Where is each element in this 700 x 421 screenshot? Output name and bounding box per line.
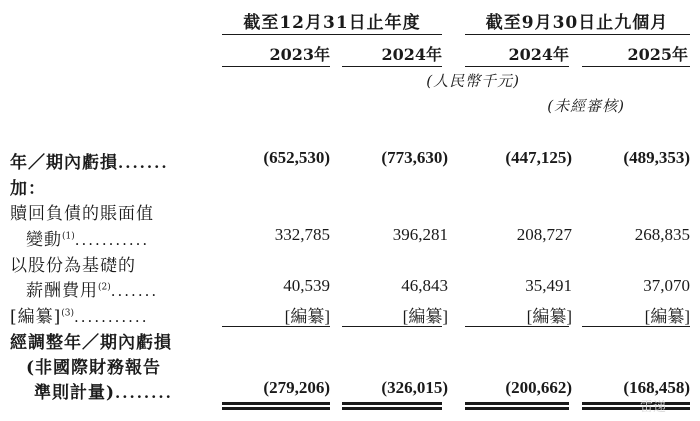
subtotal-rule-4 bbox=[582, 326, 690, 327]
row-share-based-label-line1: 以股份為基礎的 bbox=[10, 256, 136, 276]
row-redemption-footnote: (1) bbox=[62, 231, 75, 242]
row-redemption-value-2024-9m: 208,727 bbox=[516, 225, 572, 244]
row-redemption-label-line1: 贖回負債的賬面值 bbox=[10, 204, 154, 224]
row-redemption-value-2023: 332,785 bbox=[274, 225, 330, 244]
year-header-2: 2024年 bbox=[381, 45, 442, 64]
row-adjusted-label-line1: 經調整年／期內虧損 bbox=[10, 333, 172, 353]
row-redemption-label-text: 變動 bbox=[26, 230, 62, 250]
row-adjusted-label-line2: (非國際財務報告 bbox=[26, 358, 162, 378]
row-loss-value-2024: (773,630) bbox=[381, 148, 448, 167]
row-loss-value-2025-9m: (489,353) bbox=[623, 148, 690, 167]
row-redacted-value-2023: [編纂] bbox=[284, 307, 330, 326]
row-redemption-value-2024: 396,281 bbox=[392, 225, 448, 244]
year-header-3: 2024年 bbox=[508, 45, 569, 64]
total-double-rule-4 bbox=[582, 402, 690, 410]
subtotal-rule-1 bbox=[222, 326, 330, 327]
header-nine-months-group: 截至9月30日止九個月 bbox=[485, 13, 669, 33]
row-loss-label-text: 年／期內虧損 bbox=[10, 153, 118, 173]
row-redemption-dots: ........... bbox=[74, 231, 150, 249]
row-share-based-value-2024-9m: 35,491 bbox=[525, 276, 572, 295]
row-share-based-value-2023: 40,539 bbox=[283, 276, 330, 295]
row-loss-dots: ....... bbox=[118, 154, 169, 172]
row-redacted-footnote: (3) bbox=[61, 308, 75, 319]
subtotal-rule-3 bbox=[465, 326, 569, 327]
total-double-rule-3 bbox=[465, 402, 569, 410]
row-loss-label bbox=[10, 148, 169, 173]
row-redacted-value-2024-9m: [編纂] bbox=[526, 307, 572, 326]
row-loss-value-2024-9m: (447,125) bbox=[505, 148, 572, 167]
header-full-year-group: 截至12月31日止年度 bbox=[243, 13, 421, 33]
row-share-based-footnote: (2) bbox=[98, 282, 111, 293]
total-double-rule-1 bbox=[222, 402, 330, 410]
row-share-based-label-text: 薪酬費用 bbox=[26, 281, 98, 301]
row-loss-value-2023: (652,530) bbox=[263, 148, 330, 167]
row-adjusted-label-text: 準則計量) bbox=[34, 383, 116, 403]
row-adjusted-value-2025-9m: (168,458) bbox=[623, 378, 690, 397]
row-redacted-dots: ........... bbox=[74, 308, 149, 326]
row-adjusted-label-line3 bbox=[34, 378, 173, 403]
subtotal-rule-2 bbox=[342, 326, 442, 327]
row-adjusted-value-2024-9m: (200,662) bbox=[505, 378, 572, 397]
row-share-based-value-2025-9m: 37,070 bbox=[643, 276, 690, 295]
row-redacted-value-2024: [編纂] bbox=[402, 307, 448, 326]
row-redemption-label-line2 bbox=[26, 225, 149, 250]
currency-note: (人民幣千元) bbox=[426, 72, 520, 90]
row-redemption-value-2025-9m: 268,835 bbox=[634, 225, 690, 244]
watermark-text: 雷递 bbox=[640, 400, 667, 415]
row-redacted-value-2025-9m: [編纂] bbox=[644, 307, 690, 326]
year-rule-4 bbox=[582, 66, 690, 67]
header-rule-full-year bbox=[222, 34, 442, 35]
row-adjusted-dots: ........ bbox=[115, 384, 173, 402]
year-rule-3 bbox=[465, 66, 569, 67]
row-add-label: 加： bbox=[10, 179, 46, 199]
year-rule-2 bbox=[342, 66, 442, 67]
row-adjusted-value-2023: (279,206) bbox=[263, 378, 330, 397]
row-share-based-dots: ....... bbox=[110, 282, 159, 300]
year-rule-1 bbox=[222, 66, 330, 67]
total-double-rule-2 bbox=[342, 402, 442, 410]
row-redacted-label bbox=[10, 302, 148, 327]
row-redacted-label-text: [編纂] bbox=[10, 307, 62, 327]
year-header-4: 2025年 bbox=[627, 45, 688, 64]
row-share-based-label-line2 bbox=[26, 276, 158, 301]
header-rule-nine-months bbox=[465, 34, 690, 35]
unaudited-note: (未經審核) bbox=[547, 97, 625, 115]
row-share-based-value-2024: 46,843 bbox=[401, 276, 448, 295]
row-adjusted-value-2024: (326,015) bbox=[381, 378, 448, 397]
year-header-1: 2023年 bbox=[269, 45, 330, 64]
